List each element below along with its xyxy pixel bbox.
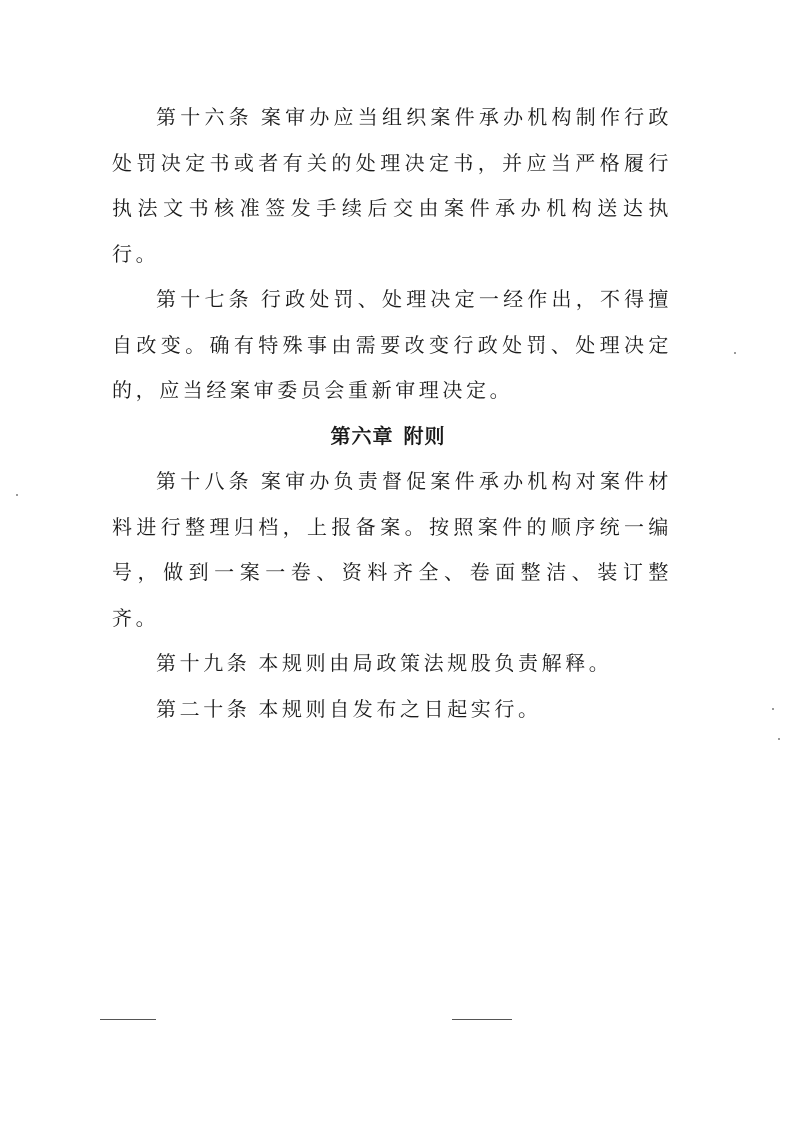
article-16	[112, 95, 672, 277]
chapter-title: 附则	[403, 423, 446, 448]
article-19	[112, 641, 672, 687]
article-text: 本规则自发布之日起实行。	[258, 696, 542, 721]
chapter-number: 第六章	[330, 423, 394, 448]
article-number: 第二十条	[156, 696, 251, 721]
article-18	[112, 459, 672, 641]
scan-speck	[16, 494, 18, 496]
article-number: 第十七条	[156, 287, 253, 311]
scan-speck	[778, 738, 780, 740]
footer-rule-right	[452, 1019, 512, 1020]
article-20	[112, 687, 672, 733]
article-text: 案审办负责督促案件承办机构对案件材料进行整理归档，上报备案。按照案件的顺序统一编号，做到一案一卷、资料齐全、卷面整洁、装订整齐。	[112, 469, 673, 630]
article-17	[112, 277, 672, 414]
article-text: 案审办应当组织案件承办机构制作行政处罚决定书或者有关的处理决定书，并应当严格履行执法文书核准签发手续后交由案件承办机构送达执行。	[112, 105, 673, 266]
scan-speck	[734, 352, 736, 354]
chapter-heading	[112, 414, 672, 460]
article-text: 行政处罚、处理决定一经作出，不得擅自改变。确有特殊事由需要改变行政处罚、处理决定的，应当经案审委员会重新审理决定。	[112, 287, 673, 402]
article-text: 本规则由局政策法规股负责解释。	[258, 651, 613, 675]
article-number: 第十六条	[156, 105, 253, 129]
article-number: 第十八条	[156, 469, 253, 493]
article-number: 第十九条	[156, 651, 251, 675]
document-body	[112, 95, 672, 732]
scan-speck	[772, 708, 774, 710]
footer-rule-left	[100, 1019, 156, 1020]
